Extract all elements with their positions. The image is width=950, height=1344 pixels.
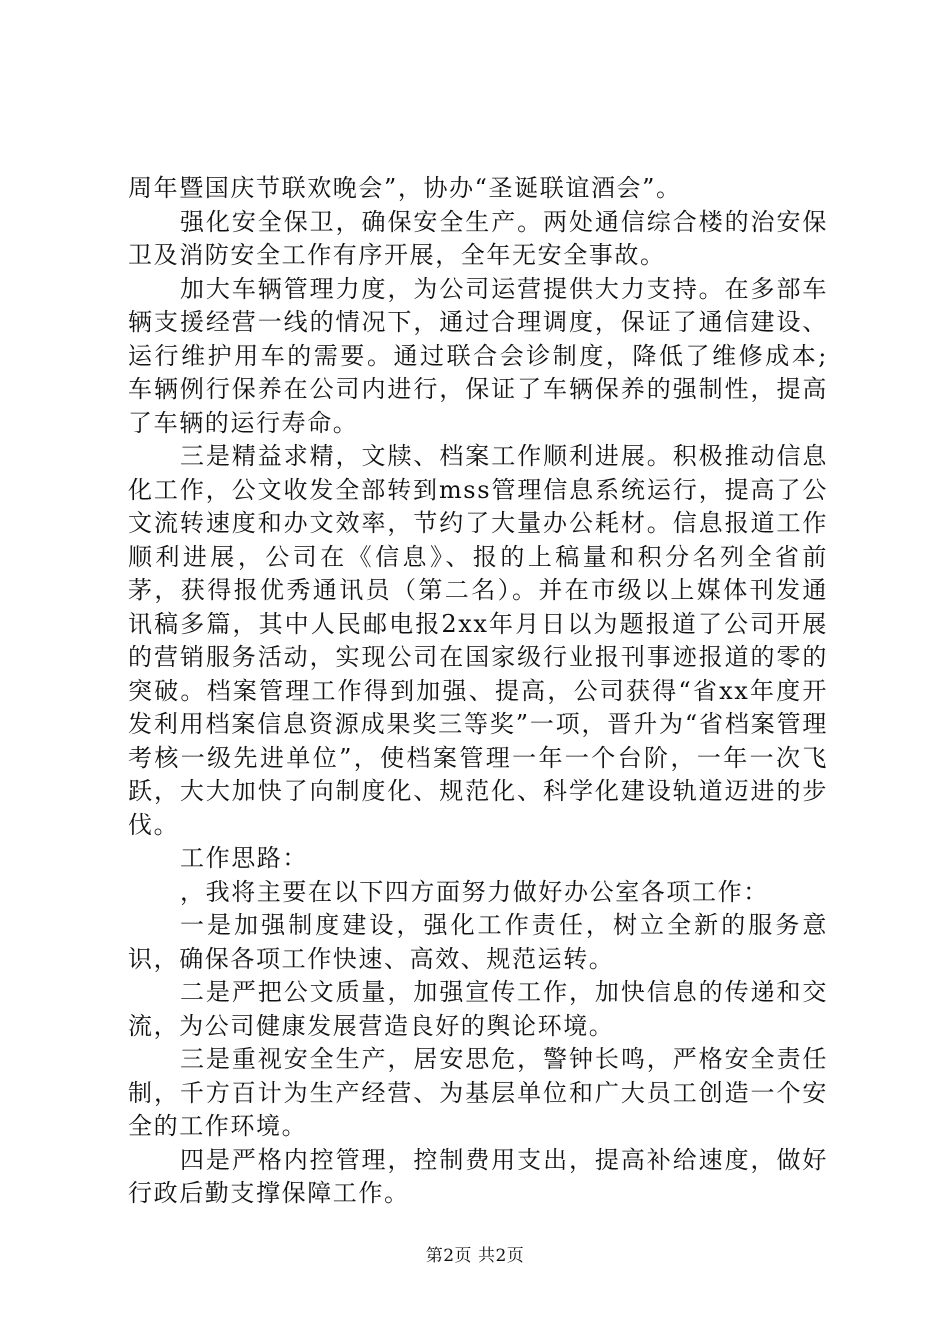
- paragraph-point-two: 二是严把公文质量，加强宣传工作，加快信息的传递和交流，为公司健康发展营造良好的舆论环境。: [128, 978, 828, 1040]
- paragraph-vehicles: 加大车辆管理力度，为公司运营提供大力支持。在多部车辆支援经营一线的情况下，通过合理调度，保证了通信建设、运行维护用车的需要。通过联合会诊制度，降低了维修成本;车辆例行保养在公司内进行，保证了车辆保养的强制性，提高了车辆的运行寿命。: [128, 274, 828, 437]
- page-footer: [0, 1245, 950, 1267]
- paragraph-point-one: 一是加强制度建设，强化工作责任，树立全新的服务意识，确保各项工作快速、高效、规范运转。: [128, 911, 828, 973]
- paragraph-heading-work-ideas: 工作思路：: [180, 844, 308, 872]
- paragraph-documents-archives: 三是精益求精，文牍、档案工作顺利进展。积极推动信息化工作，公文收发全部转到mss管理信息系统运行，提高了公文流转速度和办文效率，节约了大量办公耗材。信息报道工作顺利进展，公司在《信息》、报的上稿量和积分名列全省前茅，获得报优秀通讯员（第二名）。并在市级以上媒体刊发通讯稿多篇，其中人民邮电报2xx年月日以为题报道了公司开展的营销服务活动，实现公司在国家级行业报刊事迹报道的零的突破。档案管理工作得到加强、提高，公司获得“省xx年度开发利用档案信息资源成果奖三等奖”一项，晋升为“省档案管理考核一级先进单位”，使档案管理一年一个台阶，一年一次飞跃，大大加快了向制度化、规范化、科学化建设轨道迈进的步伐。: [128, 442, 828, 839]
- paragraph-point-four: 四是严格内控管理，控制费用支出，提高补给速度，做好行政后勤支撑保障工作。: [128, 1145, 828, 1207]
- document-body: [128, 172, 828, 1211]
- paragraph-point-three: 三是重视安全生产，居安思危，警钟长鸣，严格安全责任制，千方百计为生产经营、为基层单位和广大员工创造一个安全的工作环境。: [128, 1045, 828, 1140]
- paragraph-security: 强化安全保卫，确保安全生产。两处通信综合楼的治安保卫及消防安全工作有序开展，全年无安全事故。: [128, 207, 828, 269]
- paragraph-intro: ，我将主要在以下四方面努力做好办公室各项工作：: [180, 877, 769, 906]
- page-number-label: 第2页 共2页: [425, 1246, 525, 1266]
- paragraph-continuation: 周年暨国庆节联欢晚会”，协办“圣诞联谊酒会”。: [128, 174, 682, 202]
